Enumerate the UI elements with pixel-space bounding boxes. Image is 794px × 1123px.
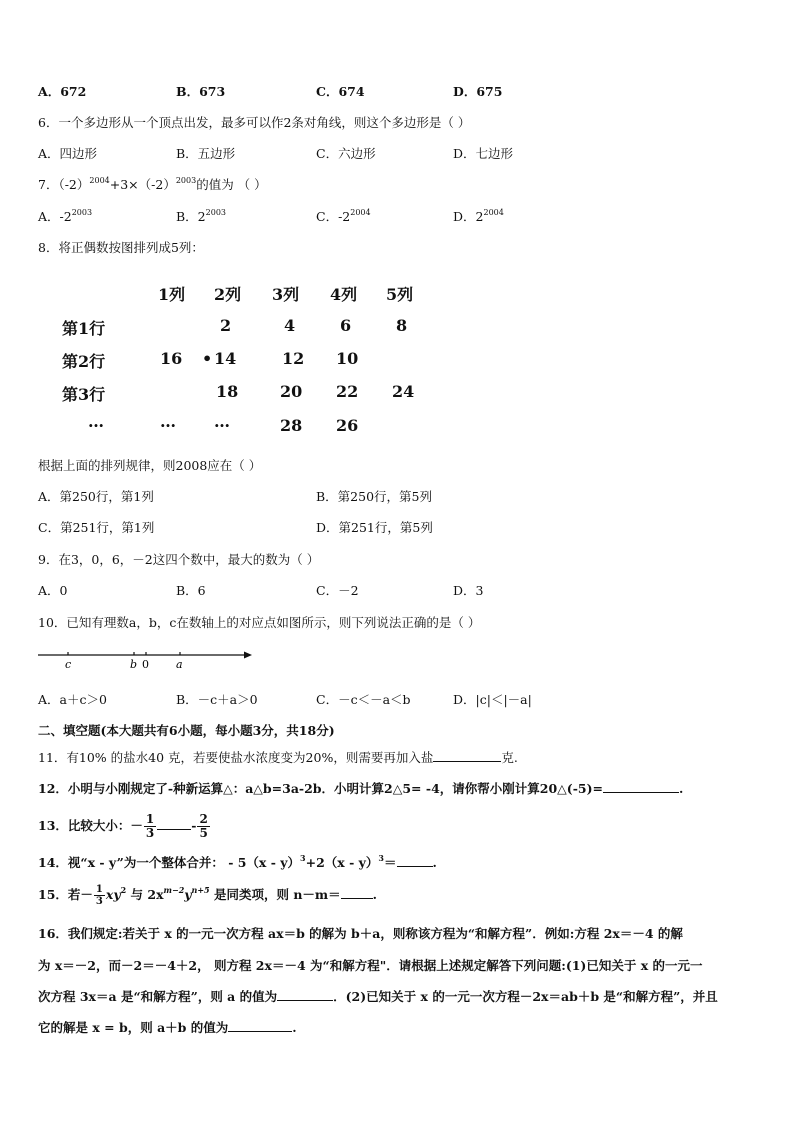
q8-follow-up: 根据上面的排列规律，则2008应在（ ）: [38, 458, 262, 473]
q7-option-c: C．$-2^{2004}$: [316, 207, 371, 224]
q15-question: 15．若－ $\frac{1}{3}$ $xy^2$ 与 $2x^{m-2}y^{n+5}$ 是同类项，则 n－m＝ .: [38, 884, 378, 907]
q16-line-3: 次方程 3x＝a 是“和解方程”，则 a 的值为 ．(2)已知关于 x 的一元一次方程－2x＝ab＋b 是“和解方程”，并且: [38, 989, 718, 1004]
q10-option-a: A．a＋c＞0: [38, 692, 107, 707]
q6-option-b: B．五边形: [176, 146, 236, 161]
q16-line-4: 它的解是 x = b，则 a＋b 的值为 .: [38, 1020, 297, 1035]
table-cell: 16: [160, 349, 183, 368]
arrow-icon: [244, 652, 252, 659]
table-cell: 8: [396, 316, 408, 335]
col-header: 4列: [330, 285, 358, 304]
table-cell: 22: [336, 382, 359, 401]
answer-blank[interactable]: [397, 855, 433, 867]
number-line-figure: [38, 648, 273, 670]
answer-blank[interactable]: [157, 818, 191, 830]
label-0: 0: [142, 658, 149, 670]
answer-blank[interactable]: [433, 750, 501, 762]
table-cell: 10: [336, 349, 359, 368]
q8-question: 8．将正偶数按图排列成5列：: [38, 240, 204, 255]
table-cell: 28: [280, 416, 303, 435]
table-cell: 20: [280, 382, 303, 401]
q14-question: 14．视“x - y”为一个整体合并： - 5（x - y）$^3$+2（x - y）$^3$＝ .: [38, 852, 437, 870]
q8-option-b: B．第250行，第5列: [316, 489, 432, 504]
table-cell: 6: [340, 316, 352, 335]
row-header: 第3行: [62, 385, 106, 404]
answer-blank[interactable]: [341, 887, 373, 899]
table-cell: 14: [214, 349, 237, 368]
q5-option-c: C．674: [316, 84, 365, 99]
q16-line-1: 16．我们规定:若关于 x 的一元一次方程 ax＝b 的解为 b＋a，则称该方程为“和解方程”．例如:方程 2x＝－4 的解: [38, 926, 683, 941]
table-cell: 4: [284, 316, 296, 335]
table-cell: 12: [282, 349, 305, 368]
q7-question: 7．$(-2)^{2004}+3\times(-2)^{2003}$的值为 （ ）: [38, 175, 267, 192]
answer-blank[interactable]: [228, 1020, 292, 1032]
q6-option-d: D．七边形: [453, 146, 514, 161]
section-heading: 二、填空题(本大题共有6小题，每小题3分，共18分): [38, 723, 335, 738]
q9-option-b: B．6: [176, 583, 206, 598]
table-cell: …: [214, 412, 230, 431]
q6-option-c: C．六边形: [316, 146, 376, 161]
table-cell: 2: [220, 316, 232, 335]
q10-option-b: B．－c＋a＞0: [176, 692, 258, 707]
fraction: $\frac{1}{3}$: [145, 812, 155, 840]
q10-option-c: C．－c＜－a＜b: [316, 692, 411, 707]
table-cell: …: [160, 412, 176, 431]
col-header: 2列: [214, 285, 242, 304]
answer-blank[interactable]: [603, 781, 679, 793]
q7-option-a: A．$-2^{2003}$: [38, 207, 93, 224]
q5-option-b: B．673: [176, 84, 226, 99]
q13-question: 13．比较大小：－ $\frac{1}{3}$ - $\frac{2}{5}$: [38, 812, 208, 840]
q8-option-d: D．第251行，第5列: [316, 520, 433, 535]
row-header: 第2行: [62, 352, 106, 371]
q12-question: 12．小明与小刚规定了-种新运算△：a△b=3a-2b．小明计算2△5= -4，请你帮小刚计算20△(-5)= .: [38, 781, 684, 796]
q9-option-d: D．3: [453, 583, 484, 598]
table-cell: 18: [216, 382, 239, 401]
q8-option-a: A．第250行，第1列: [38, 489, 154, 504]
even-number-table: [56, 278, 436, 438]
scan-dot: •: [202, 349, 213, 368]
q8-option-c: C．第251行，第1列: [38, 520, 155, 535]
q10-option-d: D．|c|＜|－a|: [453, 692, 532, 707]
q9-question: 9．在3，0，6，－2这四个数中，最大的数为（ ）: [38, 552, 320, 567]
label-b: b: [130, 658, 138, 670]
q16-line-2: 为 x＝－2，而－2＝－4＋2， 则方程 2x＝－4 为“和解方程"．请根据上述规定解答下列问题:(1)已知关于 x 的一元一: [38, 958, 703, 973]
col-header: 5列: [386, 285, 414, 304]
table-cell: 26: [336, 416, 359, 435]
row-header: …: [88, 412, 104, 431]
q11-question: 11．有10% 的盐水40 克，若要使盐水浓度变为20%，则需要再加入盐 克.: [38, 750, 518, 765]
label-c: c: [65, 658, 72, 670]
q5-option-a: A．672: [38, 84, 87, 99]
answer-blank[interactable]: [277, 989, 333, 1001]
q9-option-c: C．－2: [316, 583, 359, 598]
q7-option-b: B．$2^{2003}$: [176, 207, 226, 224]
fraction: $\frac{2}{5}$: [199, 812, 208, 840]
q6-question: 6．一个多边形从一个顶点出发，最多可以作2条对角线，则这个多边形是（ ）: [38, 115, 471, 130]
q7-option-d: D．$2^{2004}$: [453, 207, 504, 224]
table-cell: 24: [392, 382, 415, 401]
col-header: 3列: [272, 285, 300, 304]
q5-option-d: D．675: [453, 84, 503, 99]
q9-option-a: A．0: [38, 583, 68, 598]
row-header: 第1行: [62, 319, 106, 338]
fraction: $\frac{1}{3}$: [95, 884, 103, 907]
q10-question: 10．已知有理数a，b，c在数轴上的对应点如图所示，则下列说法正确的是（ ）: [38, 615, 481, 630]
col-header: 1列: [158, 285, 186, 304]
label-a: a: [176, 658, 183, 670]
q6-option-a: A．四边形: [38, 146, 98, 161]
